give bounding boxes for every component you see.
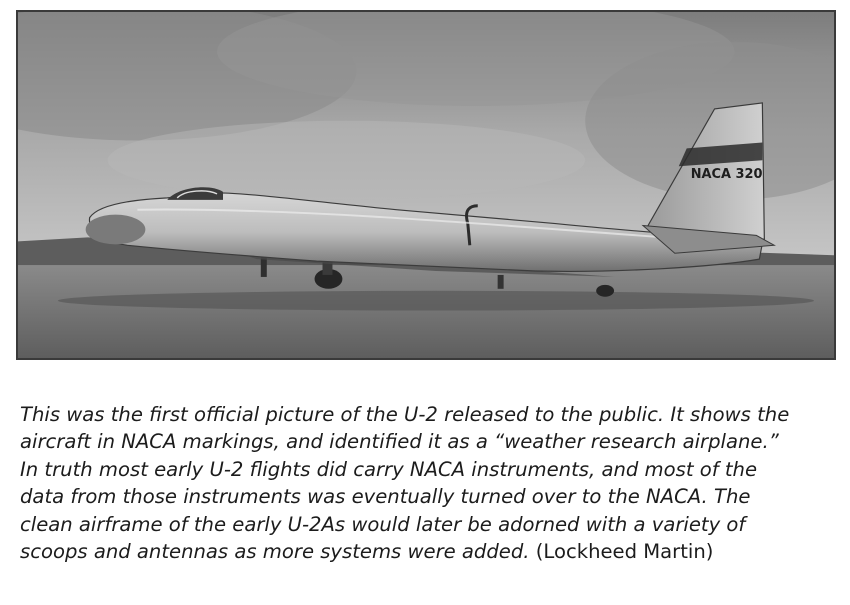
aircraft-photo	[16, 10, 836, 360]
antenna-base	[468, 224, 470, 246]
caption-line: scoops and antennas as more systems were added.	[20, 540, 530, 564]
caption-line: clean airframe of the early U-2As would later be adorned with a variety of	[20, 512, 746, 536]
tail-gear-wheel	[596, 285, 614, 297]
u2-aircraft-photo-illustration	[18, 12, 834, 358]
photo-caption	[20, 401, 850, 565]
caption-line: In truth most early U-2 flights did carry NACA instruments, and most of the	[20, 457, 757, 481]
caption-line: This was the first official picture of the U-2 released to the public. It shows the	[20, 403, 790, 426]
pogo-gear	[498, 275, 504, 289]
tail-marking: NACA 320	[690, 167, 763, 183]
aircraft-shadow	[58, 291, 814, 311]
caption-line: data from those instruments was eventually turned over to the NACA. The	[20, 485, 751, 509]
caption-line: aircraft in NACA markings, and identified it as a “weather research airplane.”	[20, 430, 779, 454]
cloud	[108, 121, 586, 200]
nose-cone	[86, 215, 146, 245]
photo-credit: (Lockheed Martin)	[535, 540, 714, 564]
ground	[18, 265, 834, 358]
